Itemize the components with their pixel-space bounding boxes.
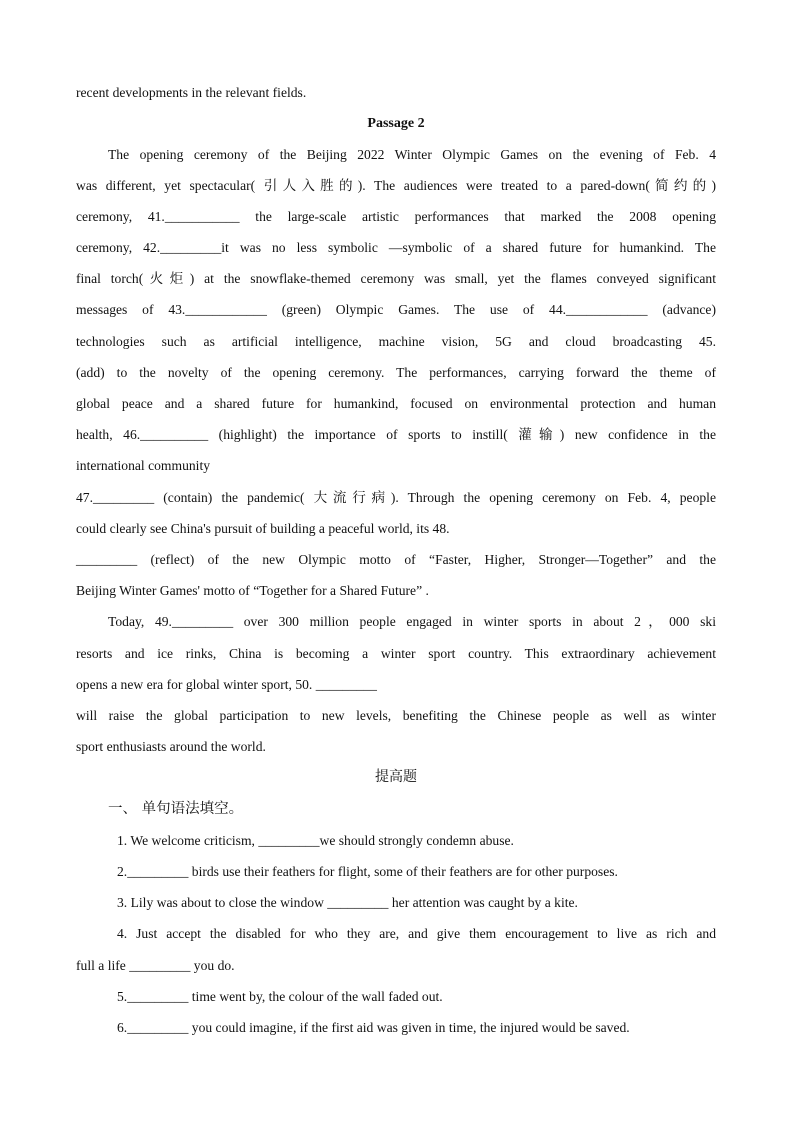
advanced-heading: 提高题: [375, 769, 417, 785]
passage-line: The opening ceremony of the Beijing 2022 Winter Olympic Games on the evening of Feb. 4: [108, 147, 716, 162]
passage-line: was different, yet spectacular( 引人入胜的). The audiences were treated to a pared-down(简约的): [76, 178, 716, 193]
exercise-item: 1. We welcome criticism, _________we should strongly condemn abuse.: [117, 833, 514, 848]
passage-line: Today, 49._________ over 300 million people engaged in winter sports in about 2，000 ski: [108, 614, 716, 629]
passage-line: opens a new era for global winter sport, 50. _________: [76, 677, 377, 692]
exercise-item: 3. Lily was about to close the window _________ her attention was caught by a kite.: [117, 895, 578, 910]
passage-line: final torch(火炬) at the snowflake-themed ceremony was small, yet the flames conveyed significant: [76, 271, 716, 286]
passage-line: global peace and a shared future for humankind, focused on environmental protection and human: [76, 396, 716, 411]
passage-line: resorts and ice rinks, China is becoming a winter sport country. This extraordinary achievement: [76, 646, 716, 661]
section-title: 一、 单句语法填空。: [108, 801, 244, 817]
exercise-item: 4. Just accept the disabled for who they are, and give them encouragement to live as rich and: [117, 926, 716, 941]
exercise-item: 5._________ time went by, the colour of the wall faded out.: [117, 989, 443, 1004]
passage-line: _________ (reflect) of the new Olympic motto of “Faster, Higher, Stronger—Together” and the: [76, 552, 716, 567]
passage-line: will raise the global participation to new levels, benefiting the Chinese people as well as winter: [76, 708, 716, 723]
passage-line: 47._________ (contain) the pandemic( 大流行病). Through the opening ceremony on Feb. 4, people: [76, 490, 716, 505]
passage-line: sport enthusiasts around the world.: [76, 739, 266, 754]
passage-line: technologies such as artificial intelligence, machine vision, 5G and cloud broadcasting 45.: [76, 334, 716, 349]
exercise-item-continued: full a life _________ you do.: [76, 958, 235, 973]
passage-line: (add) to the novelty of the opening ceremony. The performances, carrying forward the theme of: [76, 365, 716, 380]
intro-tail-text: recent developments in the relevant fields.: [76, 85, 307, 100]
passage-line: ceremony, 41.___________ the large-scale artistic performances that marked the 2008 opening: [76, 209, 716, 224]
exercise-item: 2._________ birds use their feathers for flight, some of their feathers are for other purposes.: [117, 864, 618, 879]
passage-line: Beijing Winter Games' motto of “Together for a Shared Future” .: [76, 583, 429, 598]
exercise-item: 6._________ you could imagine, if the first aid was given in time, the injured would be saved.: [117, 1020, 630, 1035]
passage-line: could clearly see China's pursuit of building a peaceful world, its 48.: [76, 521, 450, 536]
passage-line: international community: [76, 458, 211, 473]
passage-title: Passage 2: [367, 116, 425, 131]
passage-line: health, 46.__________ (highlight) the importance of sports to instill( 灌输) new confidence in the: [76, 427, 716, 442]
passage-line: messages of 43.____________ (green) Olympic Games. The use of 44.____________ (advance): [76, 302, 716, 317]
passage-line: ceremony, 42._________it was no less symbolic —symbolic of a shared future for humankind. The: [76, 240, 716, 255]
